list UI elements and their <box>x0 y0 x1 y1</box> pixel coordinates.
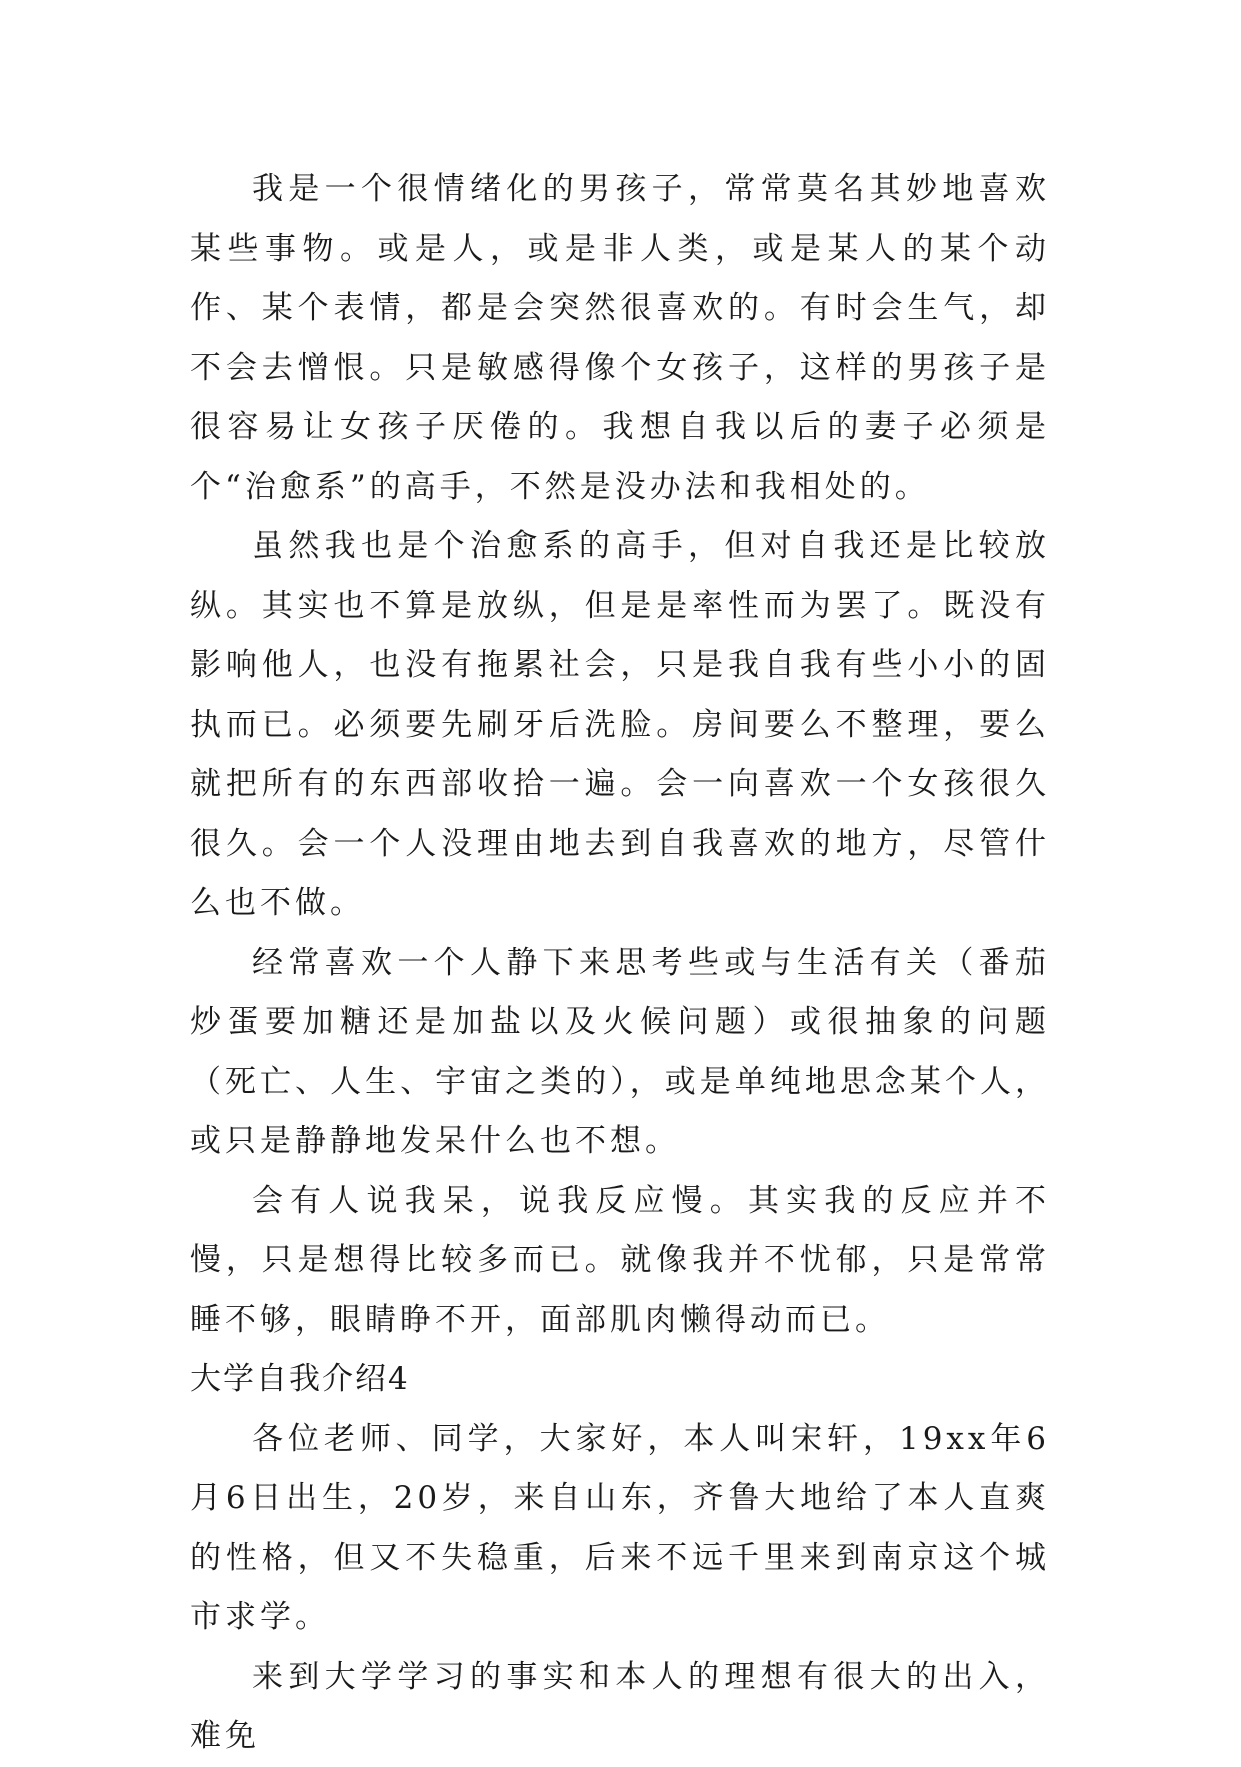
paragraph-4: 会有人说我呆，说我反应慢。其实我的反应并不慢，只是想得比较多而已。就像我并不忧郁，只是常常睡不够，眼睛睁不开，面部肌肉懒得动而已。 <box>190 1182 1050 1338</box>
paragraph-5: 各位老师、同学，大家好，本人叫宋轩，19xx年6月6日出生，20岁，来自山东，齐鲁大地给了本人直爽的性格，但又不失稳重，后来不远千里来到南京这个城市求学。 <box>190 1420 1050 1635</box>
section-heading: 大学自我介绍4 <box>190 1361 410 1397</box>
paragraph-3: 经常喜欢一个人静下来思考些或与生活有关（番茄炒蛋要加糖还是加盐以及火候问题）或很抽象的问题（死亡、人生、宇宙之类的），或是单纯地思念某个人，或只是静静地发呆什么也不想。 <box>190 944 1050 1159</box>
document-page <box>190 160 1050 1767</box>
paragraph-2: 虽然我也是个治愈系的高手，但对自我还是比较放纵。其实也不算是放纵，但是是率性而为罢了。既没有影响他人，也没有拖累社会，只是我自我有些小小的固执而已。必须要先刷牙后洗脸。房间要么不整理，要么就把所有的东西部收拾一遍。会一向喜欢一个女孩很久很久。会一个人没理由地去到自我喜欢的地方，尽管什么也不做。 <box>190 528 1050 921</box>
paragraph-1: 我是一个很情绪化的男孩子，常常莫名其妙地喜欢某些事物。或是人，或是非人类，或是某人的某个动作、某个表情，都是会突然很喜欢的。有时会生气，却不会去憎恨。只是敏感得像个女孩子，这样的男孩子是很容易让女孩子厌倦的。我想自我以后的妻子必须是个“治愈系”的高手，不然是没办法和我相处的。 <box>190 171 1050 505</box>
paragraph-6: 来到大学学习的事实和本人的理想有很大的出入，难免 <box>190 1658 1050 1754</box>
